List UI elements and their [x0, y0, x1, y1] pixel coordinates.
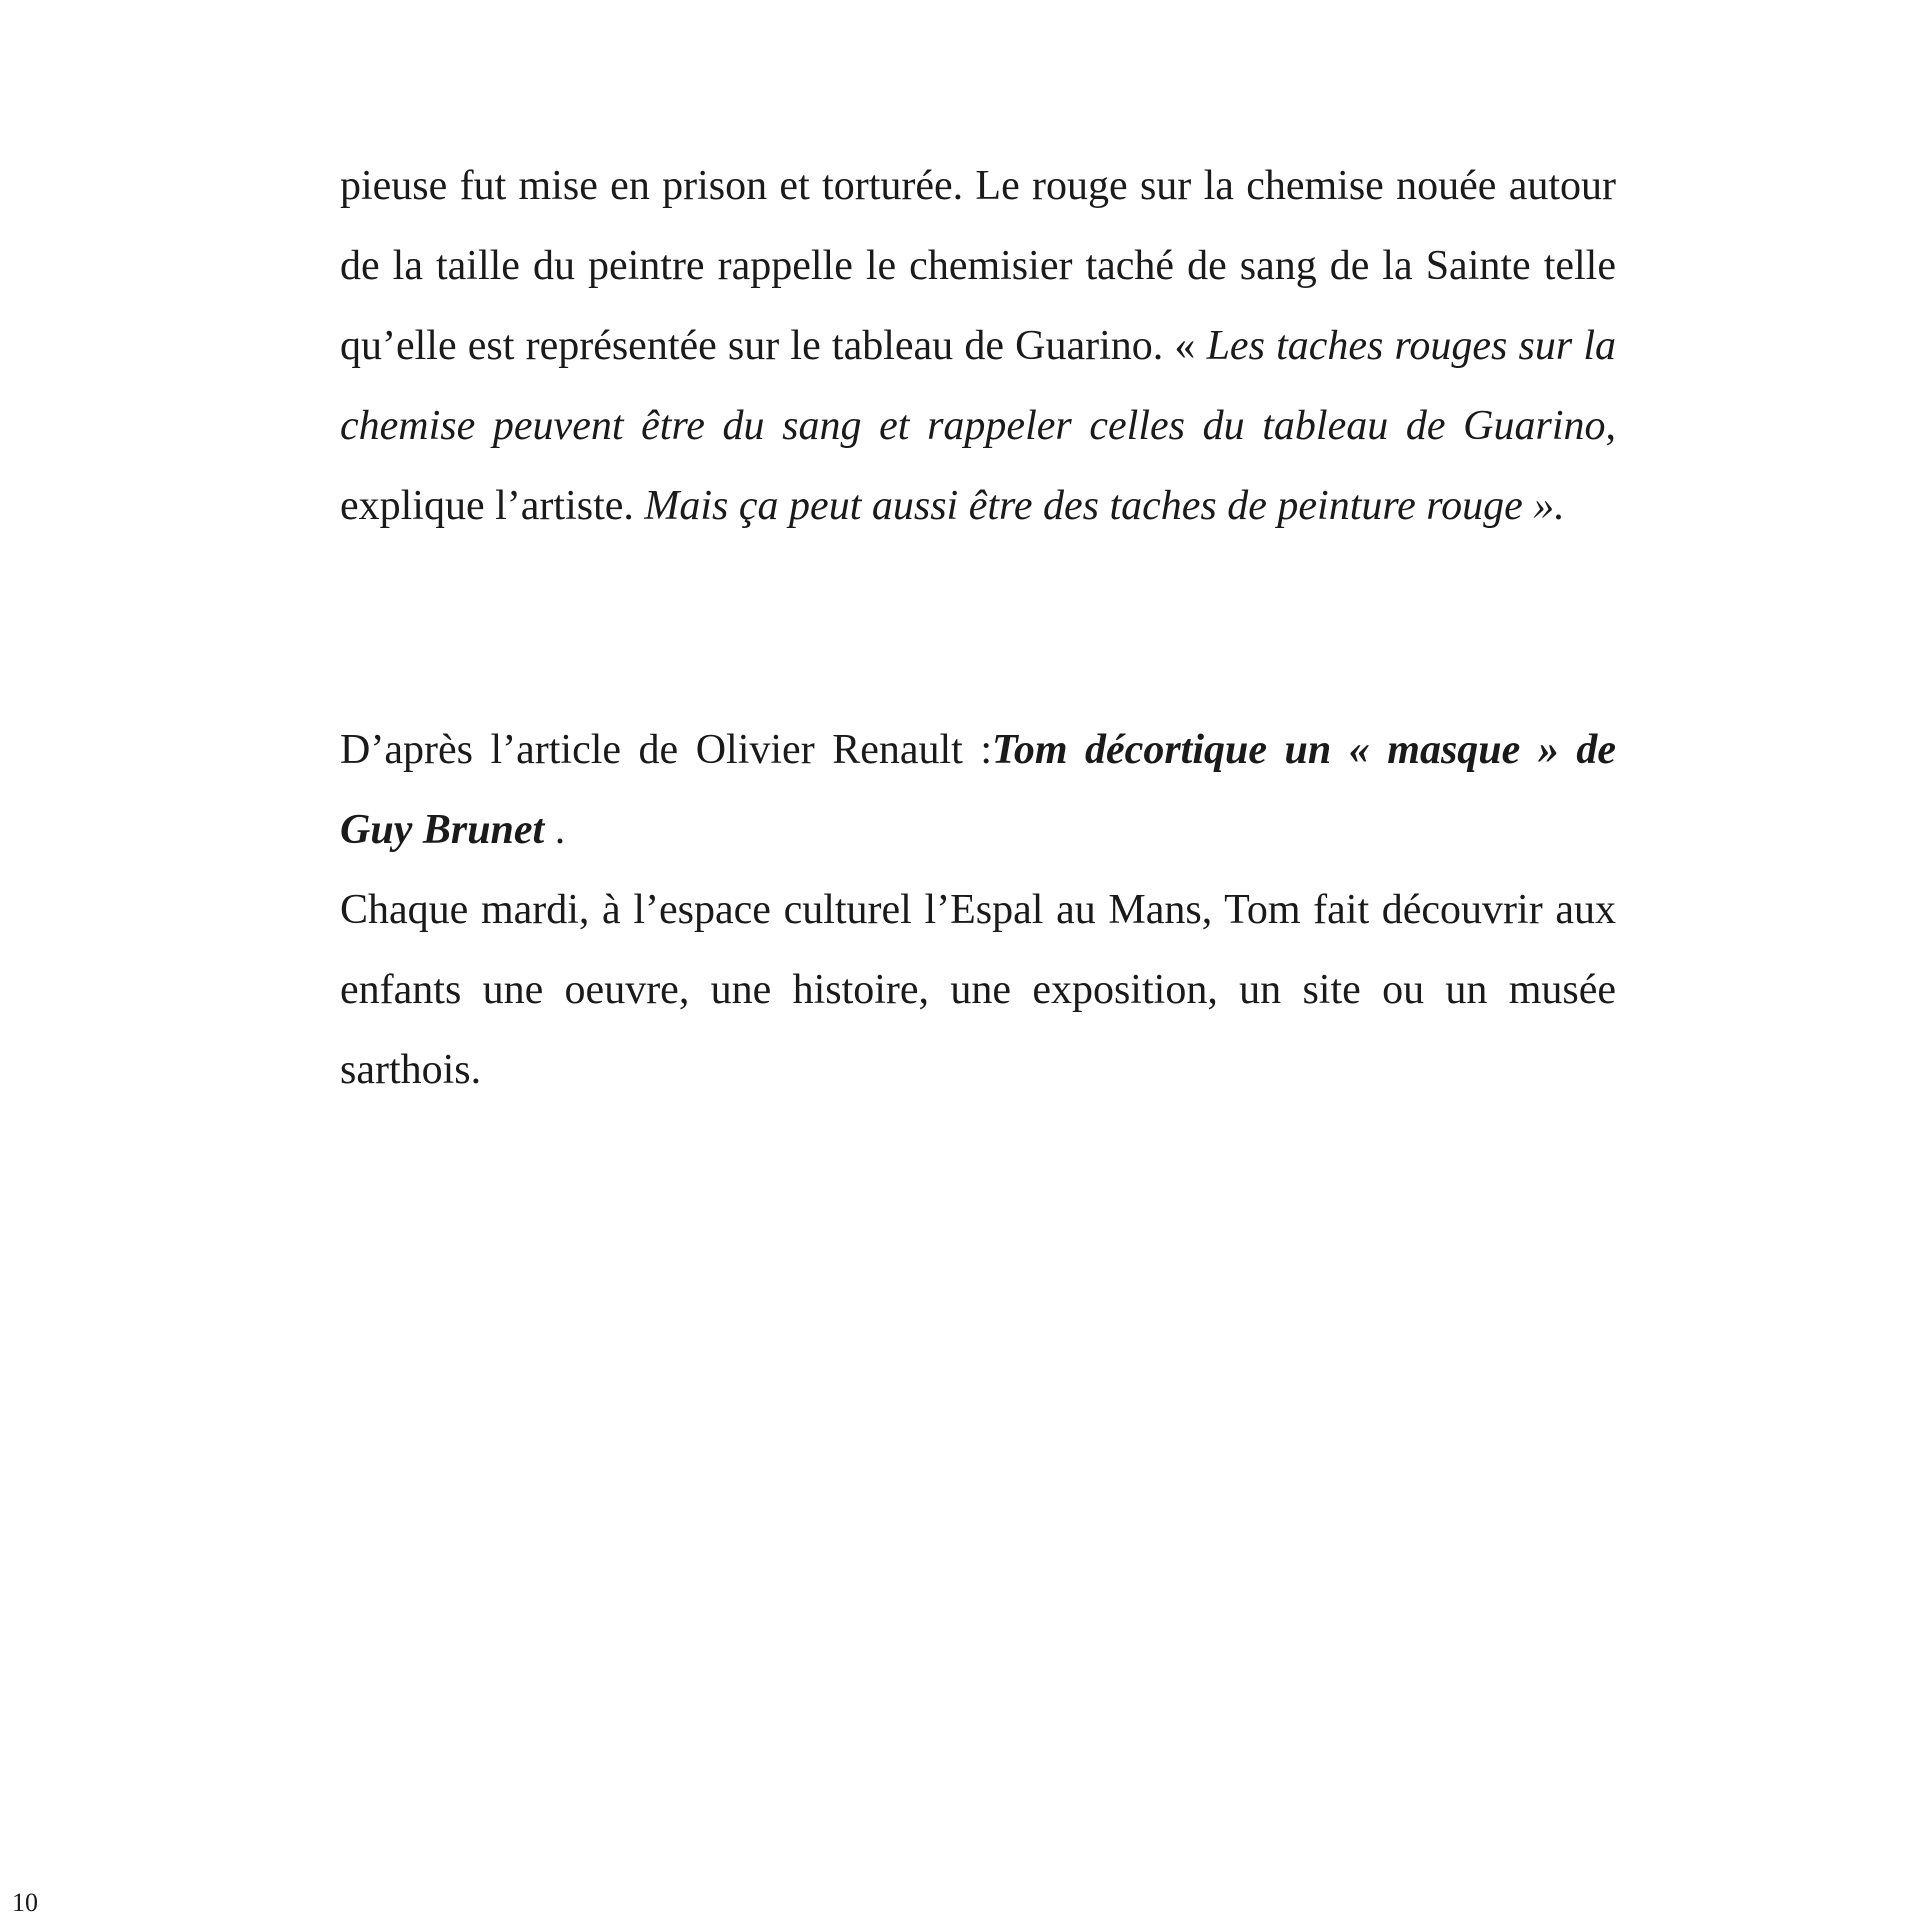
- artist-quote-italic: Mais ça peut aussi être des taches de peinture rouge ».: [644, 483, 1565, 529]
- paragraph-text: pieuse fut mise en prison et torturée. Le rouge sur la chemise nouée autour de la taille du peintre rappelle le chemisier taché de sang de la Sainte telle qu’elle est représentée sur le tableau de Guarino. «: [340, 163, 1616, 369]
- page-number: 10: [12, 1888, 38, 1917]
- paragraph-espal: [340, 870, 1616, 1110]
- source-citation: [340, 710, 1616, 870]
- source-suffix: .: [544, 807, 566, 853]
- source-prefix: D’après l’article de Olivier Renault :: [340, 727, 993, 773]
- artist-quote-italic: Les taches rouges sur la chemise peuvent être du sang et rappeler celles du tableau de Guarino: [340, 323, 1616, 449]
- paragraph-text: , explique l’artiste.: [340, 403, 1616, 529]
- article-title: Tom décortique un « masque » de Guy Brunet: [340, 727, 1616, 853]
- paragraph-text: Chaque mardi, à l’espace culturel l’Espal au Mans, Tom fait découvrir aux enfants une oeuvre, une histoire, une exposition, un site ou un musée sarthois.: [340, 887, 1616, 1093]
- paragraph-guarino: [340, 146, 1616, 546]
